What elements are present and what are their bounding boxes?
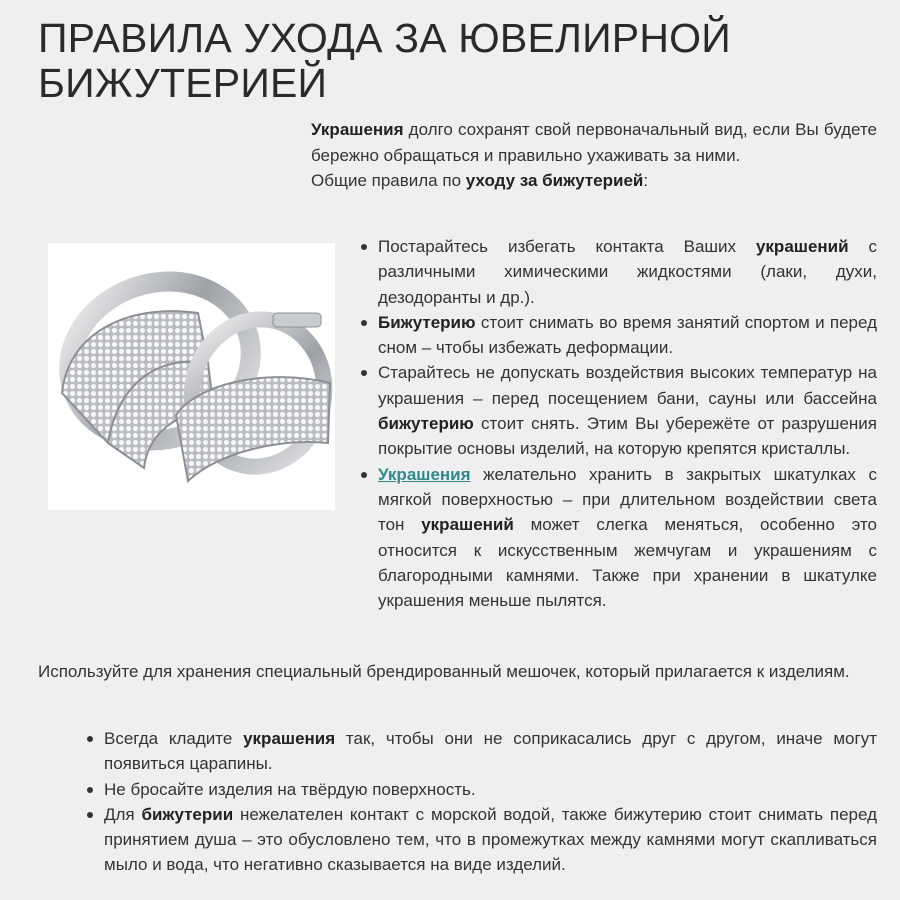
rules-list [356,234,877,613]
list-item: Не бросайте изделия на твёрдую поверхность. [82,777,877,802]
earrings-image-icon [48,243,335,510]
intro-rest: долго сохранят свой первоначальный вид, если Вы будете бережно обращаться и правильно ухаживать за ними. [311,120,877,165]
jewelry-link[interactable]: Украшения [378,464,471,484]
intro-bold-word: Украшения [311,120,404,139]
storage-paragraph: Используйте для хранения специальный брендированный мешочек, который прилагается к изделиям. [38,662,850,681]
list-item: Украшения желательно хранить в закрытых шкатулках с мягкой поверхностью – при длительном воздействии света тон украшений может слегка меняться, особенно это относится к искусственным жемчугам и украшениям с благородными камнями. Также при хранении в шкатулке украшения меньше пылятся. [356,462,877,614]
page-title: ПРАВИЛА УХОДА ЗА ЮВЕЛИРНОЙ БИЖУТЕРИЕЙ [38,15,731,106]
list-item: Постарайтесь избегать контакта Ваших украшений с различными химическими жидкостями (лаки, духи, дезодоранты и др.). [356,234,877,310]
rules-lead-bold: уходу за бижутерией [465,171,644,190]
list-item: Для бижутерии нежелателен контакт с морской водой, также бижутерию стоит снимать перед принятием душа – это обусловлено тем, что в промежутках между камнями могут скапливаться мыло и вода, что негативно сказывается на виде изделий. [82,802,877,878]
intro-paragraph [311,117,877,168]
rules-lead-post: : [643,171,649,190]
rules-lead-pre: Общие правила по [311,171,466,190]
list-item: Бижутерию стоит снимать во время занятий спортом и перед сном – чтобы избежать деформации. [356,310,877,361]
rules-lead [311,168,877,194]
storage-rules-list [82,726,877,878]
earrings-photo [48,243,335,510]
intro-text [311,117,877,194]
list-item: Всегда кладите украшения так, чтобы они не соприкасались друг с другом, иначе могут появиться царапины. [82,726,877,777]
list-item: Старайтесь не допускать воздействия высоких температур на украшения – перед посещением бани, сауны или бассейна бижутерию стоит снять. Этим Вы убережёте от разрушения покрытие основы изделий, на которую крепятся кристаллы. [356,360,877,461]
